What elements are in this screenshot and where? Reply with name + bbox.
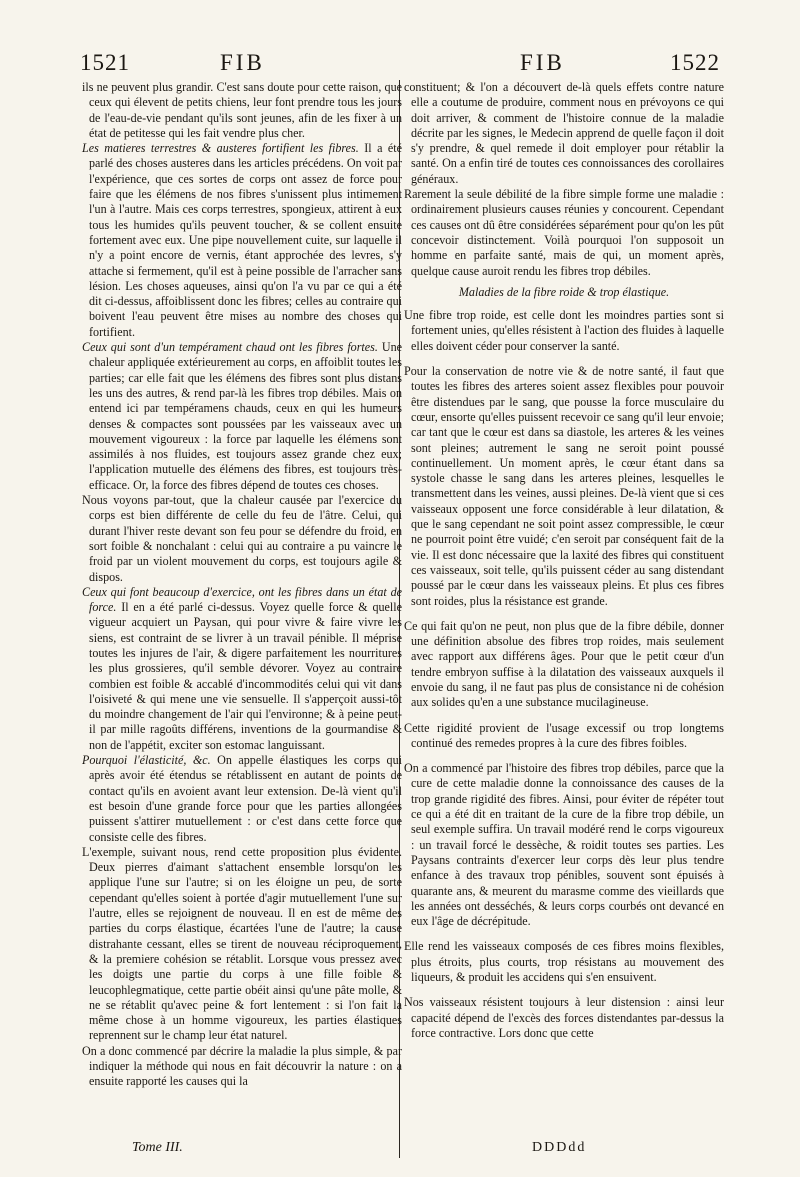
paragraph-text: ils ne peuvent plus grandir. C'est sans doute pour cette raison, que ceux qui élevent de petits chiens, leur font prendre tous les jours de l'eau-de-vie pendant qu'ils sont jeunes, afin de les fixer à un état de petitesse qui les fait vendre plus cher. [82, 80, 402, 140]
paragraph-heading: Ceux qui font beaucoup d'exercice, ont les fibres dans un état de force. [82, 584, 402, 615]
paragraph-text: Ce qui fait qu'on ne peut, non plus que de la fibre débile, donner une définition absolue des fibres trop roides, mais seulement avec rapport aux différens âges. Pour que le petit cœur d'un tendre embryon suffise à la dilatation des vaisseaux auxquels il envoie du sang, il ne faut pas plus de consistance ni de cohésion aux solides qu'en a une substance mucilagineuse. [404, 618, 724, 710]
paragraph [404, 364, 724, 609]
headword-left: FIB [220, 50, 265, 75]
paragraph-text: Rarement la seule débilité de la fibre simple forme une maladie : ordinairement plusieurs causes réunies y concourent. Cependant ces causes ont dû être considérées séparément pour qu'on les pût concevoir distinctement. Voilà pourquoi l'on supposoit un homme en parfaite santé, mais de qui, un moment après, quelque cause auroit rendu les fibres trop débiles. [404, 187, 724, 278]
right-column-top [404, 80, 724, 279]
paragraph-text: Il a été parlé des choses austeres dans les articles précédens. On voit par l'expérience, que ces sortes de corps ont assez de force pour faire que les élémens de nos fibres s'unissent plus intimement l'un à l'autre. Mais ces corps terrestres, spongieux, attirent à eux tous les humides qu'ils peuvent toucher, & se collent ensuite fortement avec eux. Une pipe nouvellement cuite, sur laquelle il n'y a point encore de vernis, étant approchée des levres, s'y attache si fermement, qu'il est à peine possible de l'arracher sans lésion. Les choses aqueuses, ainsi qu'on l'a vu par ce qui a été dit ci-dessus, affoiblissent donc les fibres; celles au contraire qui boivent l'eau peuvent être mises au nombre des choses qui fortifient. [89, 141, 402, 339]
paragraph-text: On a donc commencé par décrire la maladie la plus simple, & par indiquer la méthode qui nous en fait découvrir la nature : on a ensuite rapporté les causes qui la [82, 1043, 402, 1089]
paragraph-text: Nos vaisseaux résistent toujours à leur distension : ainsi leur capacité dépend de l'excès des forces distendantes par-dessus la force contractive. Lors donc que cette [404, 995, 724, 1040]
section-subtitle: Maladies de la fibre roide & trop élastique. [458, 284, 670, 299]
page-number-left: 1521 [80, 50, 130, 75]
right-column-bottom [404, 308, 724, 1041]
paragraph [82, 1044, 402, 1090]
paragraph-text: Nous voyons par-tout, que la chaleur causée par l'exercice du corps est bien différente de celle du feu de l'âtre. Celui, qui durant l'hiver reste devant son feu pour se défendre du froid, en sort foible & nonchalant : celui qui au contraire a pu vaincre le froid par un violent mouvement du corps, est toujours agile & dispos. [82, 493, 402, 584]
paragraph-heading: Pourquoi l'élasticité, &c. [82, 753, 211, 768]
page-footer [82, 1140, 722, 1160]
paragraph-text: On a commencé par l'histoire des fibres trop débiles, parce que la cure de cette maladie donne la connoissance des causes de la trop grande rigidité des fibres. Ainsi, pour éviter de répéter tout ce qui a été dit en traitant de la cure de la fibre trop débile, un seul exemple suffira. Un travail modéré rend le corps vigoureux : un travail forcé le dessèche, & roidit toutes ses parties. Les Paysans contraints d'exercer leur corps dès leur plus tendre enfance à des travaux trop pénibles, souvent sont épuisés à quarante ans, & meurent du marasme comme des vieillards que les années ont desséchés, & leurs corps courbés ont devancé en eux l'âge de décrépitude. [404, 761, 724, 929]
paragraph [404, 187, 724, 279]
paragraph [82, 753, 402, 845]
paragraph-text: Une fibre trop roide, est celle dont les moindres parties sont si fortement unies, qu'elles résistent à l'action des fluides à laquelle elles doivent céder pour conserver la santé. [404, 308, 724, 353]
paragraph-text: L'exemple, suivant nous, rend cette proposition plus évidente. Deux pierres d'aimant s'attachent ensemble lorsqu'on les applique l'une sur l'autre; si on les éloigne un peu, de sorte cependant qu'elles soient à portée d'agir mutuellement l'une sur l'autre, elles se rejoignent de nouveau. Il en est de même des parties du corps élastique, écartées l'une de l'autre; la cause distrahante cessant, elles se tirent de nouveau réciproquement, & la premiere cohésion se rétablit. Lorsque vous pressez avec les doigts une partie du corps à une fille foible & leucophlegmatique, cette partie obéit ainsi qu'une pâte molle, & ne se rétablit qu'avec peine & fort lentement : si l'on fait la même chose à un homme vigoureux, les parties élastiques reprennent sur le champ leur état naturel. [82, 844, 402, 1043]
paragraph [82, 80, 402, 141]
paragraph-text: Pour la conservation de notre vie & de notre santé, il faut que toutes les fibres des arteres soient assez flexibles pour pouvoir être distendues par le sang, que pousse la force musculaire du cœur, ensorte qu'elles puissent recevoir ce sang qu'il leur envoie; car tant que le cœur est dans sa diastole, les arteres & les veines sont pleines; autrement le sang ne seroit point poussé continuellement. Un moment après, le cœur étant dans sa systole chasse le sang dans les arteres pleines, lesquelles le transmettent dans les veines, aussi pleines. De-là vient que si ces vaisseaux opposent une force considérable à leur dilatation, & que le sang cependant ne soit point assez compressible, le cœur ne pourroit point être vuidé; c'en seroit par conséquent fait de la vie. Il est donc nécessaire que la laxité des fibres qui constituent ces vaisseaux, soit telle, qu'ils puissent céder au sang distendant poussé par le cœur dans les vaisseaux pleins. Et plus ces fibres sont roides, plus la résistance est grande. [404, 364, 725, 608]
paragraph [82, 340, 402, 493]
paragraph-text: Une chaleur appliquée extérieurement au corps, en affoiblit toutes les parties; car elle fait que les élémens des fibres sont plus distans les uns des autres, & rend par-là les fibres trop débiles. Mais on entend ici par tempéramens chauds, ceux en qui les humeurs denses & compactes sont poussées par les vaisseaux avec un mouvement vigoureux : la force par laquelle les élémens sont assimilés à nos fluides, est toujours assez grande chez eux; l'application mutuelle des élémens des fibres, est toujours très-efficace. Or, la force des fibres dépend de toutes ces choses. [89, 340, 403, 492]
paragraph-text: Cette rigidité provient de l'usage excessif ou trop longtems continué des remedes propres à la cure des fibres foibles. [404, 720, 724, 750]
paragraph [404, 995, 724, 1041]
paragraph-text: Il en a été parlé ci-dessus. Voyez quelle force & quelle vigueur acquiert un Paysan, qui pour vivre & faire vivre les siens, est contraint de se livrer à un travail pénible. Il méprise toutes les injures de l'air, & digere parfaitement les nourritures les plus grossieres, qu'il semble dévorer. Voyez au contraire combien est foible & accablé d'incommodités celui qui vit dans l'oisiveté & qui mene une vie sensuelle. Il s'apperçoit aussi-tôt du moindre changement de l'air qui l'environne; & à peine peut-il par mille ragoûts différens, inventions de la gourmandise & non de l'appétit, exciter son estomac languissant. [89, 600, 403, 752]
signature-mark: DDDdd [532, 1140, 587, 1155]
paragraph-text: On appelle élastiques les corps qui après avoir été étendus se rétablissent en autant de points de contact qu'ils en avoient avant leur extension. De-là vient qu'il est besoin d'une grande force pour que les parties allongées puissent s'attirer mutuellement : or c'est dans cette force que consiste celle des fibres. [89, 753, 402, 844]
paragraph [404, 308, 724, 354]
left-column [82, 80, 402, 1090]
paragraph [82, 585, 402, 753]
paragraph [404, 761, 724, 929]
paragraph [82, 845, 402, 1044]
page-number-right: 1522 [670, 50, 720, 75]
paragraph [404, 721, 724, 752]
right-column [404, 80, 724, 1041]
volume-label: Tome III. [132, 1140, 183, 1155]
paragraph-text: Elle rend les vaisseaux composés de ces fibres moins flexibles, plus étroits, plus courts, trop résistans au mouvement des liqueurs, & produit les accidens qui s'en ensuivent. [404, 939, 724, 985]
headword-right: FIB [520, 50, 565, 75]
paragraph-heading: Ceux qui sont d'un tempérament chaud ont les fibres fortes. [82, 340, 378, 355]
paragraph [404, 619, 724, 711]
paragraph [404, 939, 724, 985]
running-header [80, 50, 720, 80]
paragraph [82, 493, 402, 585]
paragraph [82, 141, 402, 340]
paragraph [404, 80, 724, 187]
paragraph-text: constituent; & l'on a découvert de-là quels effets contre nature elle a coutume de produire, comment nous en prévoyons ce qui doit arriver, & comment de l'histoire connue de la maladie décrite par les signes, le Medecin apprend de quelle façon il doit s'y prendre, & quel remede il doit employer pour rétablir la santé. On a enfin tiré de toutes ces connoissances des corollaires généraux. [404, 80, 724, 186]
paragraph-heading: Les matieres terrestres & austeres fortifient les fibres. [82, 141, 359, 156]
